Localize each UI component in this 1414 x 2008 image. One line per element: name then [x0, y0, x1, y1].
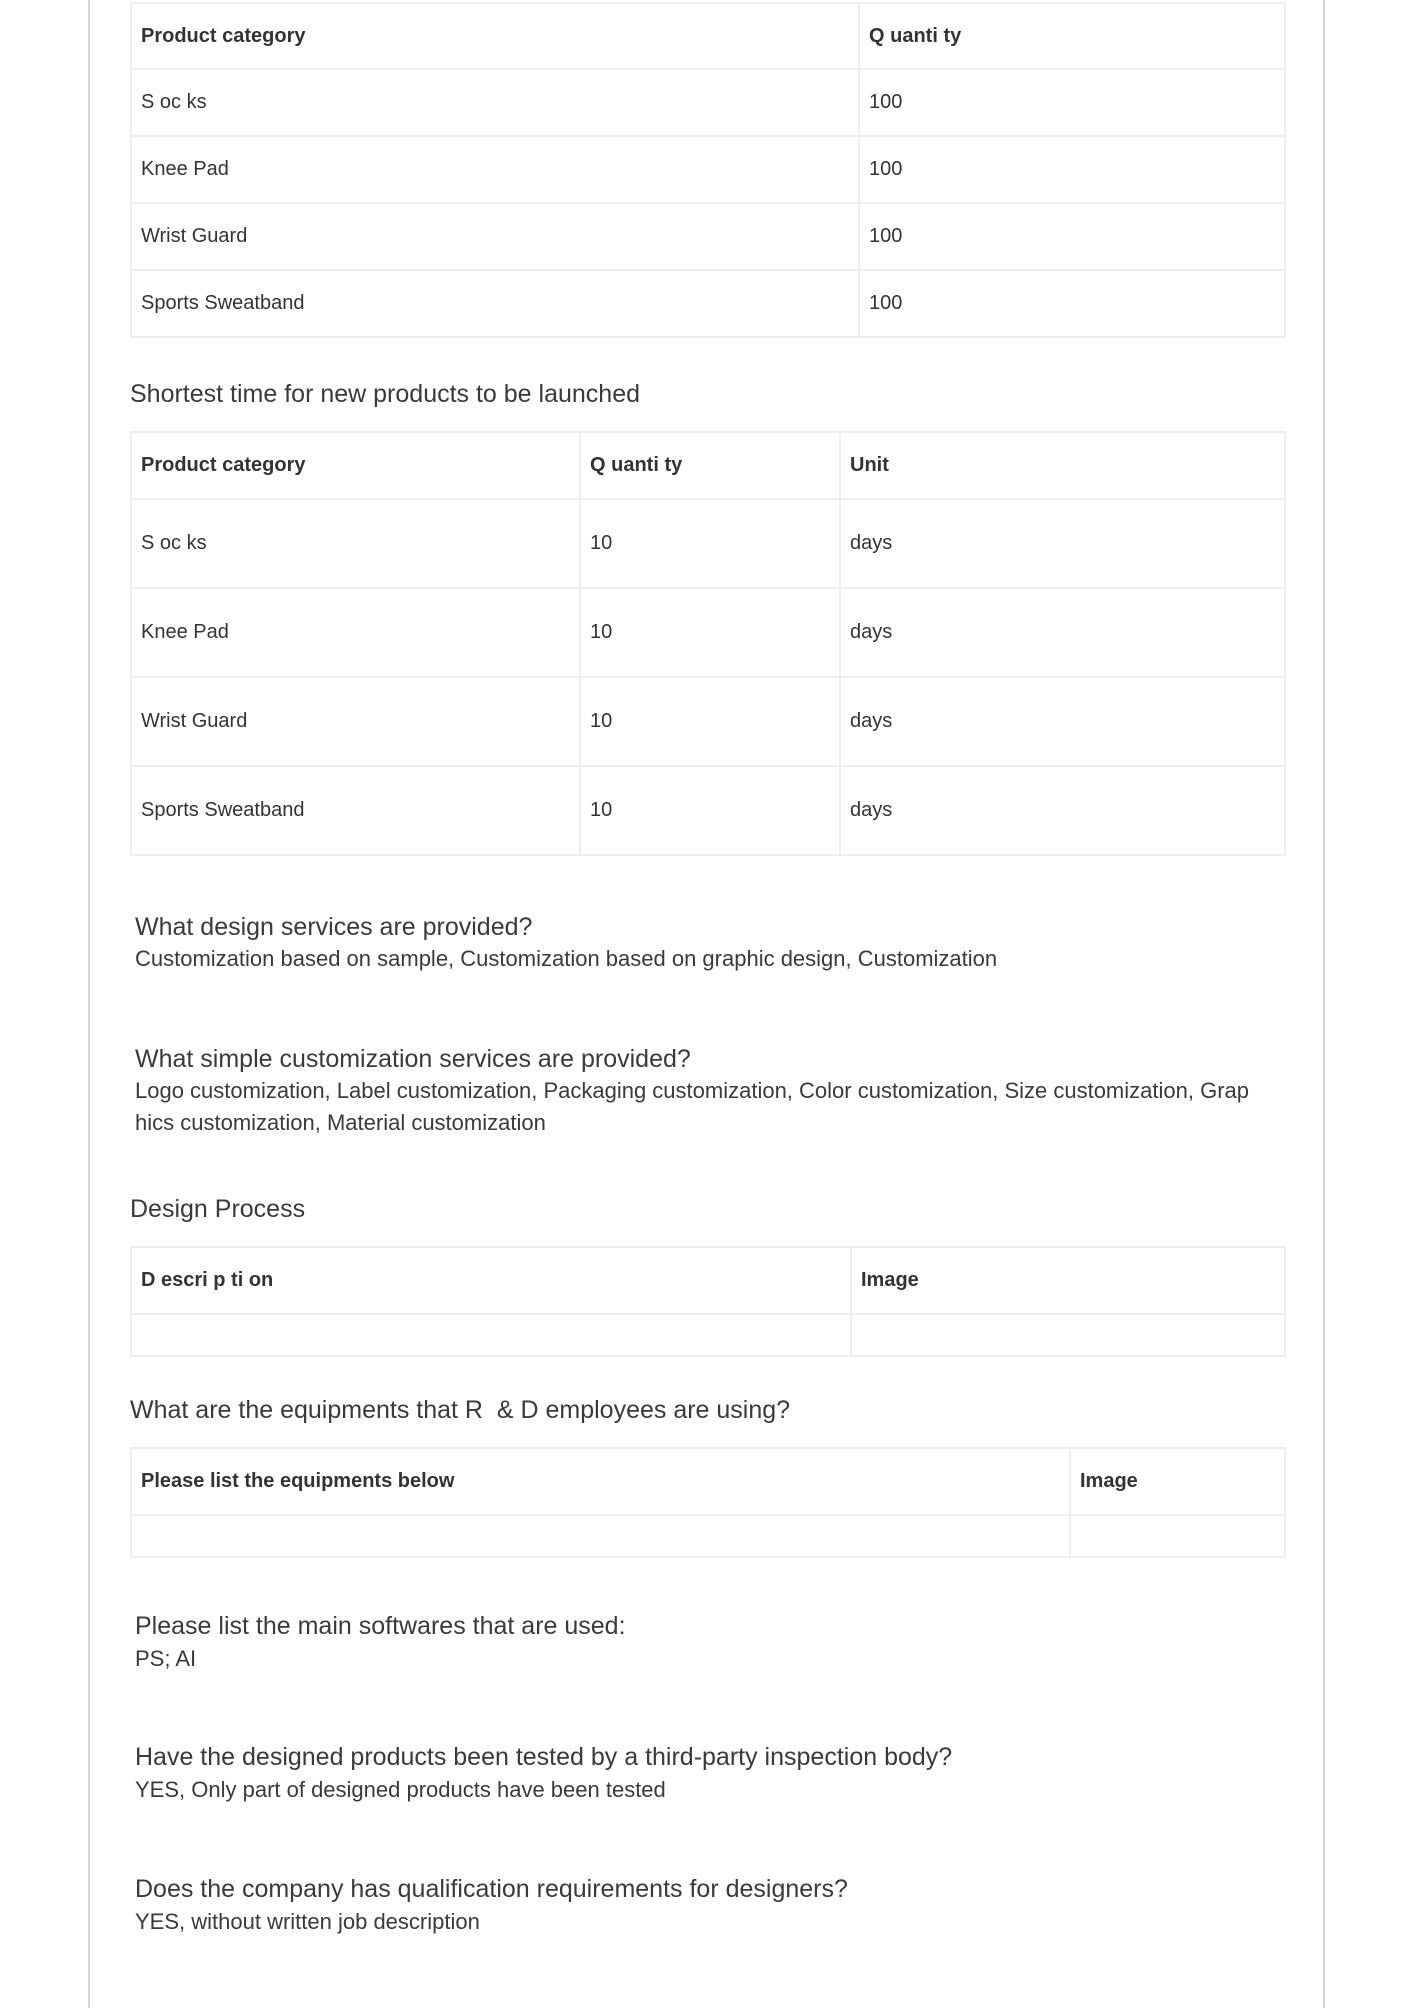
- table-row: [131, 677, 1285, 766]
- header-image: Image: [851, 1247, 1285, 1314]
- simple-customization-answer-line1: Logo customization, Label customization, Packaging customization, Color customization, Size customization, Grap: [135, 1078, 1249, 1103]
- cell-unit: days: [840, 588, 1285, 677]
- cell-quantity: 100: [859, 136, 1285, 203]
- cell-category: Wrist Guard: [131, 203, 859, 270]
- cell-quantity: 10: [580, 588, 840, 677]
- table-row: [131, 136, 1285, 203]
- quantity-table: [130, 2, 1286, 338]
- equipments-table: [130, 1447, 1286, 1558]
- cell-unit: days: [840, 677, 1285, 766]
- design-process-title: Design Process: [130, 1195, 306, 1223]
- third-party-testing-question: Have the designed products been tested by a third-party inspection body?: [135, 1743, 953, 1771]
- designer-qualification-question: Does the company has qualification requirements for designers?: [135, 1875, 848, 1903]
- simple-customization-question: What simple customization services are provided?: [135, 1045, 691, 1073]
- header-quantity: Q uanti ty: [859, 3, 1285, 69]
- cell-quantity: 10: [580, 499, 840, 588]
- softwares-answer: PS; AI: [135, 1646, 197, 1671]
- cell-category: S oc ks: [131, 499, 580, 588]
- header-unit: Unit: [840, 432, 1285, 499]
- header-description: D escri p ti on: [131, 1247, 851, 1314]
- simple-customization-answer-line2: hics customization, Material customization: [135, 1110, 546, 1135]
- cell-image: [1070, 1515, 1285, 1557]
- table-row: [131, 499, 1285, 588]
- table-row: [131, 203, 1285, 270]
- design-services-question: What design services are provided?: [135, 913, 533, 941]
- cell-category: S oc ks: [131, 69, 859, 136]
- equipments-title: What are the equipments that R & D employees are using?: [130, 1396, 791, 1424]
- table-row: [131, 270, 1285, 337]
- cell-category: Sports Sweatband: [131, 270, 859, 337]
- table-header-row: [131, 1448, 1285, 1515]
- table-header-row: [131, 3, 1285, 69]
- header-image: Image: [1070, 1448, 1285, 1515]
- cell-quantity: 100: [859, 203, 1285, 270]
- header-equipments: Please list the equipments below: [131, 1448, 1070, 1515]
- cell-quantity: 100: [859, 69, 1285, 136]
- third-party-testing-answer: YES, Only part of designed products have been tested: [135, 1777, 666, 1802]
- design-services-answer: Customization based on sample, Customization based on graphic design, Customization: [135, 946, 998, 971]
- cell-category: Wrist Guard: [131, 677, 580, 766]
- cell-quantity: 10: [580, 766, 840, 855]
- cell-category: Knee Pad: [131, 588, 580, 677]
- cell-equipment: [131, 1515, 1070, 1557]
- designer-qualification-answer: YES, without written job description: [135, 1909, 480, 1934]
- table-row: [131, 588, 1285, 677]
- cell-unit: days: [840, 766, 1285, 855]
- cell-category: Knee Pad: [131, 136, 859, 203]
- cell-quantity: 100: [859, 270, 1285, 337]
- table-row: [131, 69, 1285, 136]
- header-quantity: Q uanti ty: [580, 432, 840, 499]
- header-product-category: Product category: [131, 432, 580, 499]
- table-header-row: [131, 1247, 1285, 1314]
- table-row: [131, 1515, 1285, 1557]
- design-process-table: [130, 1246, 1286, 1357]
- cell-unit: days: [840, 499, 1285, 588]
- launch-time-table: [130, 431, 1286, 856]
- cell-category: Sports Sweatband: [131, 766, 580, 855]
- softwares-question: Please list the main softwares that are used:: [135, 1612, 626, 1640]
- cell-quantity: 10: [580, 677, 840, 766]
- cell-image: [851, 1314, 1285, 1356]
- cell-description: [131, 1314, 851, 1356]
- launch-time-title: Shortest time for new products to be launched: [130, 380, 641, 408]
- header-product-category: Product category: [131, 3, 859, 69]
- table-row: [131, 766, 1285, 855]
- table-row: [131, 1314, 1285, 1356]
- table-header-row: [131, 432, 1285, 499]
